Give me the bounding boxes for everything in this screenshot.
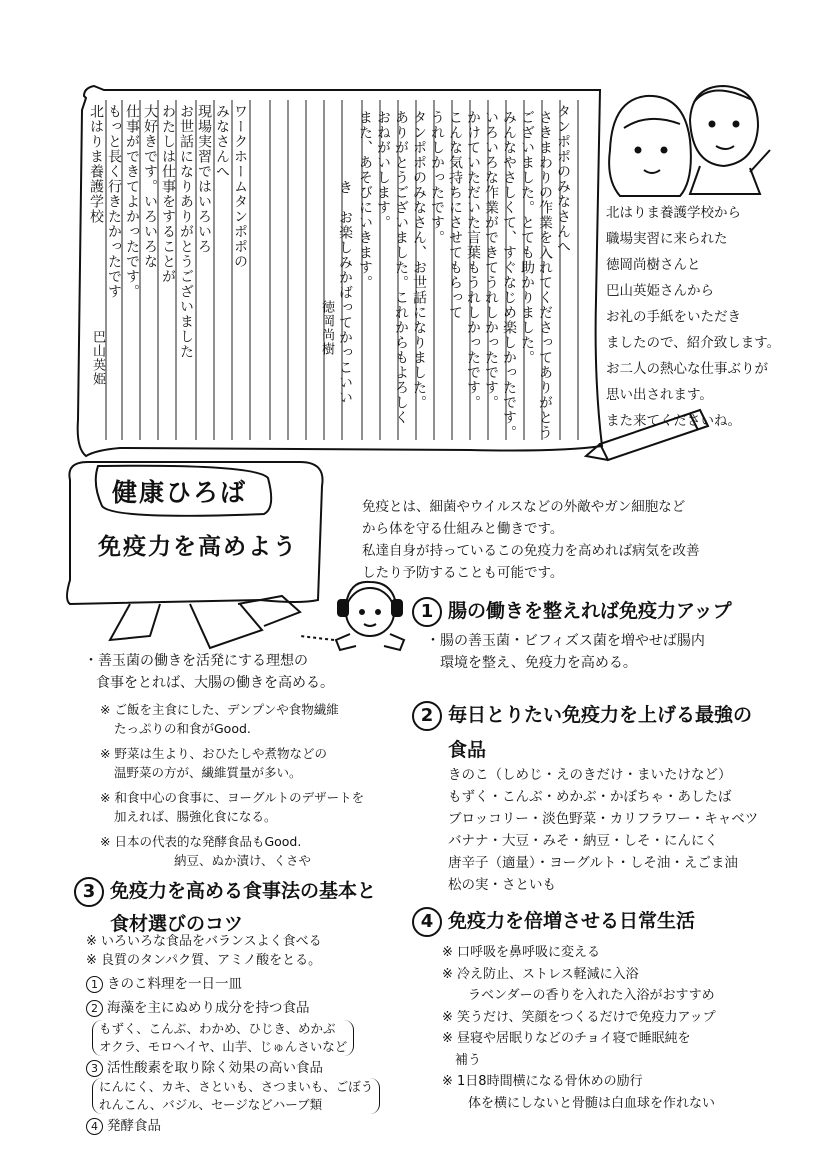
letter-line: みなさんへ: [214, 104, 230, 179]
food-line: きのこ（しめじ・えのきだけ・まいたけなど）: [448, 767, 732, 783]
letter-line: こんな気持ちにさせてもらって: [447, 110, 463, 320]
lead-line: 免疫とは、細菌やウイルスなどの外敵やガン細胞など: [362, 499, 686, 515]
note-item: [100, 744, 364, 782]
example-line: もずく、こんぶ、わかめ、ひじき、めかぶ: [99, 1021, 336, 1036]
note-line: 加えれば、腸強化食になる。: [114, 809, 277, 824]
intestine-main-point: [84, 650, 334, 694]
food-line: もずく・こんぶ・めかぶ・かぼちゃ・あしたば: [448, 789, 732, 805]
note-item: [100, 788, 364, 826]
section3-item2-examples: [92, 1020, 354, 1056]
section4-heading: [412, 906, 695, 937]
note-line: ※ 野菜は生より、おひたしや煮物などの: [100, 746, 327, 761]
section2-foods: [448, 764, 758, 896]
boy-character-icon: [690, 86, 770, 194]
girl-character-icon: [609, 96, 691, 196]
section-title-health-plaza: 健康ひろば: [112, 478, 248, 507]
item-text: きのこ料理を一日一皿: [107, 976, 242, 992]
intro-line: 思い出されます。: [606, 387, 713, 403]
section3-heading: [74, 876, 376, 936]
letter-line: お世話になりありがとうございました: [178, 104, 194, 359]
intro-line: 徳岡尚樹さんと: [606, 257, 701, 273]
section3-title-line2: 食材選びのコツ: [110, 912, 244, 935]
section1-heading: [412, 596, 732, 627]
section4-line: ※ 笑うだけ、笑顔をつくるだけで免疫力アップ: [442, 1009, 716, 1025]
item-number: 4: [86, 1118, 103, 1135]
intro-line: 職場実習に来られた: [606, 231, 728, 247]
letter-line: さきまわりの作業を入れてくださってありがとう: [537, 110, 553, 440]
section4-lines: [442, 942, 716, 1114]
letter-line: おねがいします。: [375, 110, 391, 230]
food-line: 松の実・さといも: [448, 877, 556, 893]
lead-line: したり予防することも可能です。: [362, 565, 564, 581]
signature-hayama: 巴山英姫: [90, 330, 105, 386]
item-number: 1: [86, 976, 103, 993]
food-line: バナナ・大豆・みそ・納豆・しそ・にんにく: [448, 833, 718, 849]
letter-line: 現場実習ではいろいろ: [196, 104, 212, 254]
intro-line: また来てくださいね。: [606, 413, 741, 429]
note-item: [100, 832, 364, 870]
example-line: れんこん、バジル、セージなどハーブ類: [99, 1097, 323, 1112]
food-line: 唐辛子（適量）・ヨーグルト・しそ油・えごま油: [448, 855, 738, 871]
item-number: 2: [86, 1000, 103, 1017]
letter-introduction: [606, 200, 811, 434]
section-subtitle-immunity: 免疫力を高めよう: [98, 534, 298, 560]
section2-number: 2: [412, 701, 442, 731]
letter-line: わたしは仕事をすることが: [160, 104, 176, 284]
lead-paragraph: [362, 496, 700, 584]
section2-heading: [412, 700, 752, 762]
letter-line: いろいろな作業ができてうれしかったです。: [483, 110, 499, 410]
main-point-line: ・善玉菌の働きを活発にする理想の: [84, 653, 308, 669]
note-line: ※ ご飯を主食にした、デンプンや食物繊維: [100, 702, 339, 717]
intro-line: お礼の手紙をいただき: [606, 309, 741, 325]
section3-item3-examples: [92, 1078, 380, 1114]
item-text: 海藻を主にぬめり成分を持つ食品: [107, 1000, 310, 1016]
letter-line: タンポポのみなさんへ: [555, 104, 571, 254]
item-text: 発酵食品: [107, 1118, 161, 1134]
section3-item4: [86, 1116, 161, 1136]
section4-line: ※ 1日8時間横になる骨休めの励行: [442, 1074, 643, 1089]
food-line: ブロッコリー・淡色野菜・カリフラワー・キャベツ: [448, 811, 759, 827]
section3-item: [86, 998, 310, 1018]
example-line: にんにく、カキ、さといも、さつまいも、ごぼう: [99, 1079, 374, 1094]
letter-center-line: き お楽しみかばってかっこいい: [337, 180, 353, 405]
letter-line: みんなやさしくて、すぐなじめ楽しかったです。: [501, 110, 517, 440]
main-point-line: 食事をとれば、大腸の働きを高める。: [96, 675, 334, 691]
intestine-notes: [100, 700, 364, 870]
section2-title-line2: 食品: [448, 738, 487, 761]
section3-note: ※ 良質のタンパク質、アミノ酸をとる。: [86, 953, 322, 968]
intro-line: ましたので、紹介致します。: [606, 335, 781, 351]
section4-line: 補う: [442, 1052, 482, 1068]
section1-body: [426, 630, 705, 674]
note-item: [100, 700, 364, 738]
letter-line: 北はりま養護学校: [88, 104, 104, 224]
letter-line: ありがとうございました。これからもよろしく: [393, 110, 409, 425]
section1-line: 環境を整え、免疫力を高める。: [440, 655, 637, 671]
letter-line: ワークホームタンポポの: [232, 104, 248, 269]
intro-line: お二人の熱心な仕事ぶりが: [606, 361, 768, 377]
section4-line: ※ 冷え防止、ストレス軽減に入浴: [442, 966, 639, 982]
letter-line: また、あそびにいきます。: [357, 110, 373, 290]
intro-line: 巴山英姫さんから: [606, 283, 714, 299]
section1-number: 1: [412, 597, 442, 627]
signature-tokuoka: 徳岡尚樹: [319, 300, 334, 356]
lead-line: 私達自身が持っているこの免疫力を高めれば病気を改善: [362, 543, 700, 559]
section4-number: 4: [412, 907, 442, 937]
note-line: 温野菜の方が、繊維質量が多い。: [114, 765, 302, 780]
item-text: 活性酸素を取り除く効果の高い食品: [107, 1060, 323, 1076]
section3-note: ※ いろいろな食品をバランスよく食べる: [86, 934, 322, 949]
section4-line: 体を横にしないと骨髄は白血球を作れない: [442, 1095, 716, 1111]
intro-line: 北はりま養護学校から: [606, 205, 741, 221]
section2-title-line1: 毎日とりたい免疫力を上げる最強の: [448, 704, 753, 726]
letter-line: もっと長く行きたかったです: [106, 104, 122, 299]
section4-line: ラベンダーの香りを入れた入浴がおすすめ: [442, 988, 715, 1003]
section1-line: ・腸の善玉菌・ビフィズス菌を増やせば腸内: [426, 633, 705, 649]
example-line: オクラ、モロヘイヤ、山芋、じゅんさいなど: [99, 1039, 348, 1054]
letter-line: タンポポのみなさん、お世話になりました。: [411, 110, 427, 410]
section4-line: ※ 昼寝や居眠りなどのチョイ寝で睡眠純を: [442, 1031, 691, 1046]
section3-number: 3: [74, 877, 104, 907]
letter-line: 大好きです。いろいろな: [142, 104, 158, 269]
section3-notes: [86, 932, 322, 970]
section4-title: 免疫力を倍増させる日常生活: [448, 910, 696, 932]
note-line: 納豆、ぬか漬け、くさや: [174, 853, 312, 868]
letter-line: かけていただいた言葉もうれしかったです。: [465, 110, 481, 410]
item-number: 3: [86, 1060, 103, 1077]
section3-items: [86, 974, 310, 1018]
section3-item: [86, 974, 310, 994]
note-line: ※ 和食中心の食事に、ヨーグルトのデザートを: [100, 790, 365, 805]
lead-line: から体を守る仕組みと働きです。: [362, 521, 564, 537]
section3-item3: [86, 1058, 323, 1078]
letter-line: うれしかったです。: [429, 110, 445, 245]
note-line: たっぷりの和食がGood.: [114, 721, 251, 736]
note-line: ※ 日本の代表的な発酵食品もGood.: [100, 834, 302, 849]
mascot-icon: [300, 582, 404, 650]
letter-line: ございました。とても助かりました。: [519, 110, 535, 365]
section1-title: 腸の働きを整えれば免疫力アップ: [448, 600, 732, 622]
section4-line: ※ 口呼吸を鼻呼吸に変える: [442, 945, 601, 960]
section3-title-line1: 免疫力を高める食事法の基本と: [110, 880, 377, 902]
letter-line: 仕事ができてよかったです。: [124, 104, 140, 299]
